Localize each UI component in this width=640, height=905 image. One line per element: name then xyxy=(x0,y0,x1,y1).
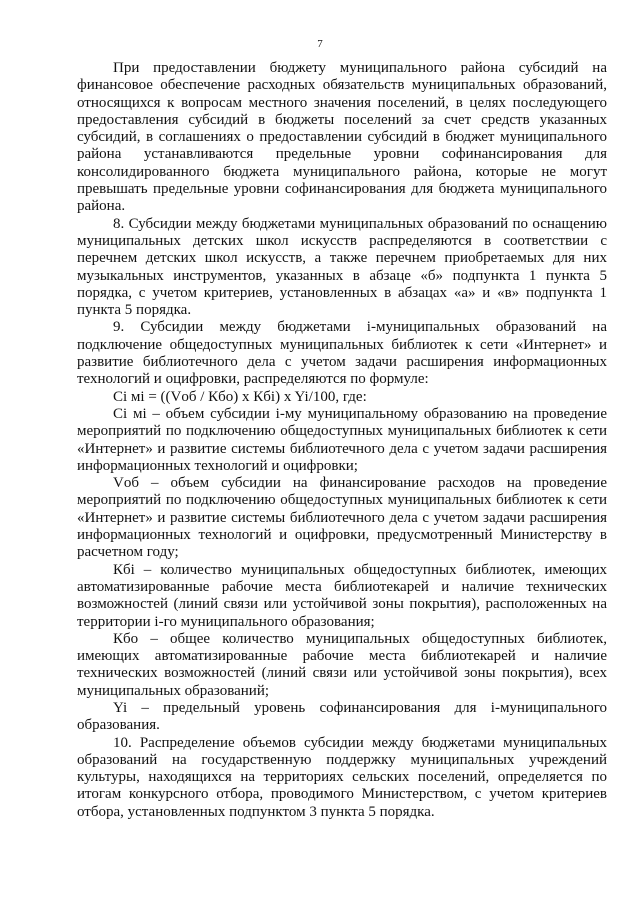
formula-line: Ci мi = ((Vоб / Кбо) x Кбi) x Yi/100, где: xyxy=(113,388,367,405)
document-body xyxy=(77,60,607,821)
definition-kbi: Кбi – количество муниципальных общедоступных библиотек, имеющих автоматизированные рабочие места библиотекарей и наличие технических возможностей (линий связи или устойчивой зоны покрытия), расположенных на территории i-го муниципального образования; xyxy=(77,561,607,630)
definition-kbo: Кбо – общее количество муниципальных общедоступных библиотек, имеющих автоматизированные рабочие места библиотекарей и наличие технических возможностей (линий связи или устойчивой зоны покрытия), всех муниципальных образований; xyxy=(77,630,607,699)
paragraph-subsidy-municipal-district: При предоставлении бюджету муниципального района субсидий на финансовое обеспечение расходных обязательств муниципальных образований, относящихся к вопросам местного значения поселений, в целях последующего предоставления субсидий в бюджеты поселений за счет средств указанных субсидий, в соглашениях о предоставлении субсидий в бюджет муниципального района устанавливаются предельные уровни софинансирования для консолидированного бюджета муниципального района, которые не могут превышать предельные уровни софинансирования для бюджета муниципального района. xyxy=(77,60,607,215)
definition-yi: Yi – предельный уровень софинансирования для i-муниципального образования. xyxy=(77,699,607,734)
definition-vob: Vоб – объем субсидии на финансирование расходов на проведение мероприятий по подключению общедоступных муниципальных библиотек к сети «Интернет» и развитие системы библиотечного дела с учетом задачи расширения информационных технологий и оцифровки, предусмотренный Министерству в расчетном году; xyxy=(77,475,607,561)
paragraph-item-9-libraries: 9. Субсидии между бюджетами i-муниципальных образований на подключение общедоступных муниципальных библиотек к сети «Интернет» и развитие библиотечного дела с учетом задачи расширения информационных технологий и оцифровки, распределяются по формуле: xyxy=(77,319,607,388)
paragraph-item-10-rural-culture: 10. Распределение объемов субсидии между бюджетами муниципальных образований на государственную поддержку муниципальных учреждений культуры, находящихся на территориях сельских поселений, определяется по итогам конкурсного отбора, проводимого Министерством, с учетом критериев отбора, установленных подпунктом 3 пункта 5 порядка. xyxy=(77,734,607,820)
paragraph-item-8-art-schools: 8. Субсидии между бюджетами муниципальных образований по оснащению муниципальных детских школ искусств распределяются в соответствии с перечнем детских школ искусств, а также перечнем приобретаемых для них музыкальных инструментов, указанных в абзаце «б» подпункта 1 пункта 5 порядка, с учетом критериев, установленных в абзацах «а» и «в» подпункта 1 пункта 5 порядка. xyxy=(77,215,607,319)
definition-ci-mi: Ci мi – объем субсидии i-му муниципальному образованию на проведение мероприятий по подключению общедоступных муниципальных библиотек к сети «Интернет» и развитие системы библиотечного дела с учетом задачи расширения информационных технологий и оцифровки; xyxy=(77,405,607,474)
page-number: 7 xyxy=(317,38,323,50)
